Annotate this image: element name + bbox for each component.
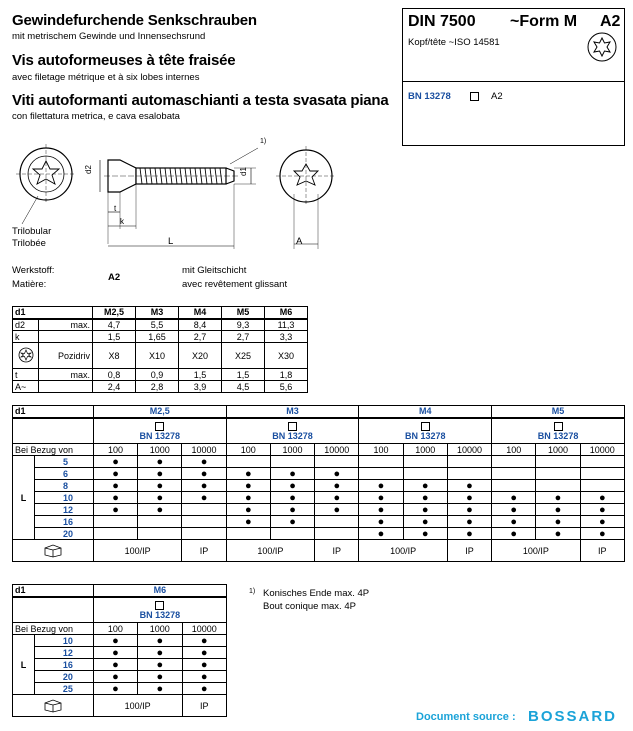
- norm-kopf: Kopf/tête ~ISO 14581: [408, 37, 500, 48]
- availability-dot: ●: [447, 504, 491, 516]
- bn-checkbox: [155, 601, 164, 610]
- length-value: 25: [34, 683, 93, 695]
- material-value: A2: [108, 272, 121, 283]
- label-note-mark: 1): [260, 138, 267, 145]
- dim-size: M5: [222, 307, 265, 319]
- empty-cell: [359, 468, 403, 480]
- dim-head: d1: [13, 307, 93, 319]
- availability-dot: ●: [93, 480, 137, 492]
- availability-dot: ●: [226, 468, 270, 480]
- label-L: L: [168, 236, 174, 247]
- subtitle-it: con filettatura metrica, e cava esalobata: [12, 111, 180, 122]
- title-it: Viti autoformanti automaschianti a testa svasata piana: [12, 92, 389, 109]
- availability-dot: ●: [447, 492, 491, 504]
- availability-dot: ●: [182, 492, 226, 504]
- availability-dot: ●: [270, 516, 314, 528]
- availability-dot: ●: [359, 516, 403, 528]
- availability-dot: ●: [138, 504, 182, 516]
- availability-dot: ●: [138, 468, 182, 480]
- label-A: A: [296, 236, 303, 247]
- empty-cell: [359, 456, 403, 468]
- avail2-size: M6: [93, 585, 226, 597]
- availability-dot: ●: [492, 516, 536, 528]
- availability-dot: ●: [138, 647, 182, 659]
- availability-dot: ●: [138, 635, 182, 647]
- availability-dot: ●: [580, 528, 624, 540]
- length-value: 16: [34, 659, 93, 671]
- length-label: L: [13, 456, 35, 540]
- subtitle-fr: avec filetage métrique et à six lobes internes: [12, 72, 200, 83]
- availability-dot: ●: [182, 480, 226, 492]
- empty-cell: [270, 456, 314, 468]
- availability-dot: ●: [447, 480, 491, 492]
- availability-dot: ●: [138, 456, 182, 468]
- availability-dot: ●: [492, 492, 536, 504]
- availability-dot: ●: [403, 528, 447, 540]
- availability-dot: ●: [359, 504, 403, 516]
- empty-cell: [580, 480, 624, 492]
- dim-row: k 1,5 1,65 2,7 2,7 3,3: [13, 331, 308, 343]
- title-fr: Vis autoformeuses à tête fraisée: [12, 52, 236, 69]
- empty-cell: [536, 456, 580, 468]
- empty-cell: [182, 504, 226, 516]
- availability-dot: ●: [182, 683, 227, 695]
- table-row: [13, 480, 625, 492]
- availability-dot: ●: [536, 504, 580, 516]
- label-d1: d1: [238, 167, 248, 176]
- empty-cell: [315, 516, 359, 528]
- empty-cell: [226, 528, 270, 540]
- availability-table-2: d1 M6 BN 13278 Bei Bezug von 100 1000 10000 L 10 ● ● ● 12 ● ● ● 16 ● ● ● 20 ● ● ● 25 ● ● ● 100/IP IP: [12, 584, 227, 717]
- availability-dot: ●: [182, 671, 227, 683]
- glissant-text: avec revêtement glissant: [182, 279, 288, 290]
- empty-cell: [536, 468, 580, 480]
- availability-dot: ●: [315, 492, 359, 504]
- availability-dot: ●: [138, 659, 182, 671]
- availability-dot: ●: [359, 528, 403, 540]
- empty-cell: [447, 456, 491, 468]
- dim-size: M3: [136, 307, 179, 319]
- availability-dot: ●: [182, 635, 227, 647]
- availability-dot: ●: [403, 516, 447, 528]
- dim-row: t max. 0,8 0,9 1,5 1,5 1,8: [13, 369, 308, 381]
- empty-cell: [315, 456, 359, 468]
- availability-dot: ●: [536, 528, 580, 540]
- availability-dot: ●: [182, 468, 226, 480]
- norm-bn-mat: A2: [491, 91, 503, 102]
- bn-checkbox: [470, 92, 479, 101]
- avail1-size: M2,5: [93, 406, 226, 418]
- availability-dot: ●: [93, 504, 137, 516]
- table-row: [13, 647, 227, 659]
- table-row: [13, 528, 625, 540]
- availability-dot: ●: [315, 468, 359, 480]
- empty-cell: [580, 456, 624, 468]
- length-label: L: [13, 635, 35, 695]
- avail1-d1: d1: [13, 406, 94, 418]
- availability-dot: ●: [93, 635, 137, 647]
- subtitle-de: mit metrischem Gewinde und Innensechsrund: [12, 31, 206, 42]
- availability-dot: ●: [226, 480, 270, 492]
- empty-cell: [315, 528, 359, 540]
- empty-cell: [492, 468, 536, 480]
- empty-cell: [138, 528, 182, 540]
- availability-dot: ●: [93, 492, 137, 504]
- empty-cell: [93, 516, 137, 528]
- availability-dot: ●: [182, 647, 227, 659]
- availability-dot: ●: [403, 492, 447, 504]
- avail1-size: M5: [492, 406, 625, 418]
- empty-cell: [492, 456, 536, 468]
- availability-dot: ●: [138, 683, 182, 695]
- label-trilobee: Trilobée: [12, 238, 46, 249]
- availability-dot: ●: [580, 504, 624, 516]
- footnote-fr: Bout conique max. 4P: [263, 601, 356, 612]
- table-row: [13, 492, 625, 504]
- empty-cell: [403, 468, 447, 480]
- gleit-text: mit Gleitschicht: [182, 265, 247, 276]
- availability-dot: ●: [226, 516, 270, 528]
- title-de: Gewindefurchende Senkschrauben: [12, 12, 257, 29]
- package-icon: [42, 697, 64, 713]
- empty-cell: [182, 528, 226, 540]
- availability-dot: ●: [138, 671, 182, 683]
- dim-size: M2,5: [93, 307, 136, 319]
- availability-dot: ●: [226, 504, 270, 516]
- empty-cell: [270, 528, 314, 540]
- bossard-logo: BOSSARD: [528, 708, 618, 725]
- availability-dot: ●: [93, 468, 137, 480]
- table-row: [13, 516, 625, 528]
- label-k: k: [120, 217, 124, 226]
- dimension-table: [12, 306, 308, 393]
- avail1-size: M4: [359, 406, 492, 418]
- availability-dot: ●: [182, 659, 227, 671]
- norm-a2: A2: [600, 13, 621, 30]
- avail1-size: M3: [226, 406, 359, 418]
- availability-dot: ●: [182, 456, 226, 468]
- dim-size: M4: [179, 307, 222, 319]
- bn-checkbox: [288, 422, 297, 431]
- label-trilobular: Trilobular: [12, 226, 52, 237]
- availability-dot: ●: [270, 504, 314, 516]
- label-t: t: [114, 204, 117, 213]
- empty-cell: [580, 468, 624, 480]
- norm-form: ~Form M: [510, 13, 578, 30]
- table-row: [13, 504, 625, 516]
- availability-dot: ●: [492, 528, 536, 540]
- dim-size: M6: [265, 307, 308, 319]
- bn-checkbox: [421, 422, 430, 431]
- length-value: 6: [34, 468, 93, 480]
- length-value: 20: [34, 671, 93, 683]
- table-row: [13, 456, 625, 468]
- footnote-de: Konisches Ende max. 4P: [263, 588, 370, 599]
- availability-dot: ●: [93, 659, 137, 671]
- availability-dot: ●: [359, 492, 403, 504]
- dim-row: A~ 2,4 2,8 3,9 4,5 5,6: [13, 381, 308, 393]
- availability-dot: ●: [492, 504, 536, 516]
- availability-dot: ●: [226, 492, 270, 504]
- empty-cell: [403, 456, 447, 468]
- availability-table-1: d1 M2,5 M3 M4 M5 BN 13278 BN 13278 BN 13278 BN 13278 Bei Bezug von 100 1000 10000 100 1000 10000 100 1000 10000 100 1000 10000 L 5 ● ● ● 6 ● ● ● ● ● ● 8 ● ● ● ● ● ● ● ● ● 10 ● ● ● ● ● ● ● ● ● ● ● ● 12 ● ● ● ● ● ● ● ● ● ● ● 16 ● ● ● ● ● ● ● ● 20 ● ● ● ● ● ● 100/IP IP 100/IP IP 100/IP IP 100/IP IP: [12, 405, 625, 562]
- table-row: [13, 659, 227, 671]
- avail2-bei: Bei Bezug von: [13, 623, 94, 635]
- empty-cell: [536, 480, 580, 492]
- length-value: 10: [34, 492, 93, 504]
- torx-drive-icon: [17, 346, 35, 364]
- source-label: Document source :: [416, 711, 516, 723]
- norm-bn: BN 13278: [408, 91, 451, 102]
- torx-head-icon: [586, 31, 618, 63]
- empty-cell: [182, 516, 226, 528]
- empty-cell: [138, 516, 182, 528]
- table-row: [13, 671, 227, 683]
- avail2-d1: d1: [13, 585, 94, 597]
- dim-row: Pozidriv X8 X10 X20 X25 X30: [13, 343, 308, 369]
- length-value: 12: [34, 647, 93, 659]
- empty-cell: [226, 456, 270, 468]
- package-icon-cell: [13, 540, 94, 562]
- length-value: 12: [34, 504, 93, 516]
- availability-dot: ●: [93, 671, 137, 683]
- availability-dot: ●: [93, 683, 137, 695]
- availability-dot: ●: [580, 492, 624, 504]
- availability-dot: ●: [270, 480, 314, 492]
- availability-dot: ●: [93, 647, 137, 659]
- footnote-mark: 1): [249, 588, 256, 595]
- availability-dot: ●: [359, 480, 403, 492]
- table-row: [13, 635, 227, 647]
- length-value: 16: [34, 516, 93, 528]
- empty-cell: [492, 480, 536, 492]
- length-value: 10: [34, 635, 93, 647]
- norm-din: DIN 7500: [408, 13, 476, 30]
- package-icon: [42, 542, 64, 558]
- werkstoff-label: Werkstoff:: [12, 265, 55, 276]
- bn-checkbox: [554, 422, 563, 431]
- availability-dot: ●: [270, 492, 314, 504]
- label-d2: d2: [83, 165, 93, 174]
- norm-box: [402, 8, 625, 146]
- availability-dot: ●: [447, 528, 491, 540]
- length-value: 5: [34, 456, 93, 468]
- availability-dot: ●: [270, 468, 314, 480]
- length-value: 20: [34, 528, 93, 540]
- availability-dot: ●: [536, 492, 580, 504]
- availability-dot: ●: [536, 516, 580, 528]
- availability-dot: ●: [315, 504, 359, 516]
- availability-dot: ●: [138, 492, 182, 504]
- availability-dot: ●: [403, 504, 447, 516]
- availability-dot: ●: [315, 480, 359, 492]
- empty-cell: [447, 468, 491, 480]
- availability-dot: ●: [403, 480, 447, 492]
- bn-checkbox: [155, 422, 164, 431]
- avail1-bei: Bei Bezug von: [13, 444, 94, 456]
- dim-row: d2 max. 4,7 5,5 8,4 9,3 11,3: [13, 319, 308, 331]
- matiere-label: Matière:: [12, 279, 47, 290]
- availability-dot: ●: [580, 516, 624, 528]
- package-icon-cell: [13, 695, 94, 717]
- table-row: [13, 468, 625, 480]
- availability-dot: ●: [93, 456, 137, 468]
- pozidriv-icon-cell: [13, 343, 39, 369]
- availability-dot: ●: [447, 516, 491, 528]
- length-value: 8: [34, 480, 93, 492]
- availability-dot: ●: [138, 480, 182, 492]
- table-row: [13, 683, 227, 695]
- empty-cell: [93, 528, 137, 540]
